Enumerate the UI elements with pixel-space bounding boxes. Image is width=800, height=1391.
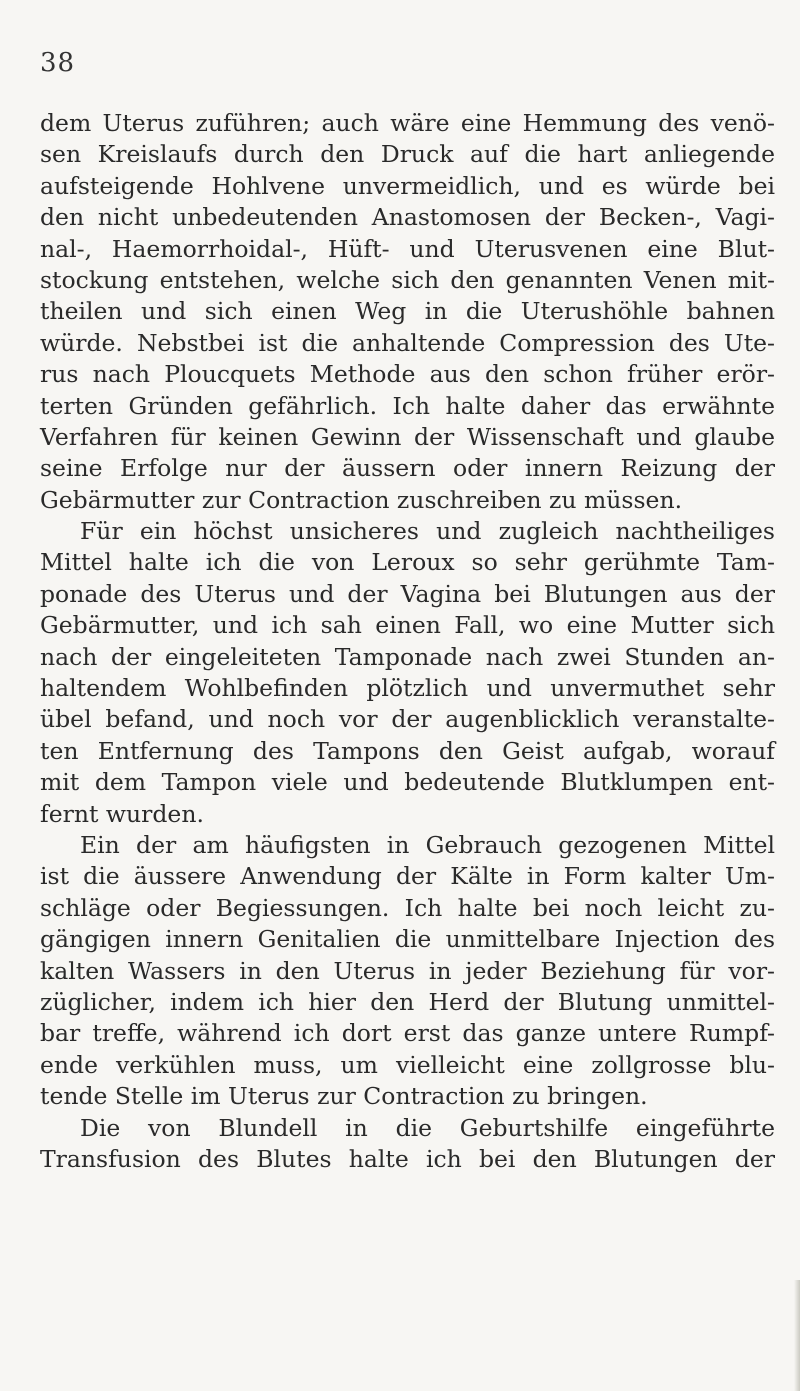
- text-line: Mittel halte ich die von Leroux so sehr gerühmte Tam-: [40, 548, 775, 577]
- text-line: seine Erfolge nur der äussern oder innern Reizung der: [40, 454, 775, 483]
- page-edge-shadow: [794, 1280, 800, 1391]
- paragraph-2: [40, 516, 775, 830]
- text-line: nal-, Haemorrhoidal-, Hüft- und Uterusvenen eine Blut-: [40, 234, 775, 263]
- text-line: terten Gründen gefährlich. Ich halte daher das erwähnte: [40, 391, 775, 420]
- text-line: ponade des Uterus und der Vagina bei Blutungen aus der: [40, 579, 775, 608]
- page-number: 38: [40, 48, 76, 78]
- text-line: Gebärmutter, und ich sah einen Fall, wo eine Mutter sich: [40, 611, 775, 640]
- text-line: gängigen innern Genitalien die unmittelbare Injection des: [40, 925, 775, 954]
- text-line: tende Stelle im Uterus zur Contraction zu bringen.: [40, 1082, 648, 1111]
- text-line: theilen und sich einen Weg in die Uterushöhle bahnen: [40, 297, 775, 326]
- text-line: sen Kreislaufs durch den Druck auf die hart anliegende: [40, 140, 775, 169]
- text-line: züglicher, indem ich hier den Herd der Blutung unmittel-: [40, 987, 775, 1016]
- text-line: nach der eingeleiteten Tamponade nach zwei Stunden an-: [40, 642, 775, 671]
- text-line: stockung entstehen, welche sich den genannten Venen mit-: [40, 265, 775, 294]
- text-line: den nicht unbedeutenden Anastomosen der Becken-, Vagi-: [40, 203, 775, 232]
- text-line: fernt wurden.: [40, 799, 204, 828]
- text-line: kalten Wassers in den Uterus in jeder Beziehung für vor-: [40, 956, 775, 985]
- text-line: Ein der am häufigsten in Gebrauch gezogenen Mittel: [80, 830, 775, 859]
- text-line: mit dem Tampon viele und bedeutende Blutklumpen ent-: [40, 768, 775, 797]
- text-line: Gebärmutter zur Contraction zuschreiben zu müssen.: [40, 485, 683, 514]
- body-text: [40, 108, 775, 1175]
- text-line: haltendem Wohlbefinden plötzlich und unvermuthet sehr: [40, 674, 775, 703]
- text-line: Für ein höchst unsicheres und zugleich nachtheiliges: [80, 517, 775, 546]
- paragraph-3: [40, 830, 775, 1113]
- text-line: schläge oder Begiessungen. Ich halte bei noch leicht zu-: [40, 893, 775, 922]
- text-line: übel befand, und noch vor der augenblicklich veranstalte-: [40, 705, 775, 734]
- text-line: Die von Blundell in die Geburtshilfe eingeführte: [80, 1113, 775, 1142]
- text-line: ende verkühlen muss, um vielleicht eine zollgrosse blu-: [40, 1050, 775, 1079]
- text-line: ten Entfernung des Tampons den Geist aufgab, worauf: [40, 736, 775, 765]
- paragraph-4: [40, 1113, 775, 1176]
- paragraph-1: [40, 108, 775, 516]
- text-line: rus nach Ploucquets Methode aus den schon früher erör-: [40, 360, 775, 389]
- text-line: aufsteigende Hohlvene unvermeidlich, und es würde bei: [40, 171, 775, 200]
- text-line: Transfusion des Blutes halte ich bei den Blutungen der: [40, 1144, 775, 1173]
- text-line: Verfahren für keinen Gewinn der Wissenschaft und glaube: [40, 422, 775, 451]
- text-line: bar treffe, während ich dort erst das ganze untere Rumpf-: [40, 1019, 775, 1048]
- text-line: dem Uterus zuführen; auch wäre eine Hemmung des venö-: [40, 109, 775, 137]
- text-line: ist die äussere Anwendung der Kälte in Form kalter Um-: [40, 862, 775, 891]
- text-line: würde. Nebstbei ist die anhaltende Compression des Ute-: [40, 328, 775, 357]
